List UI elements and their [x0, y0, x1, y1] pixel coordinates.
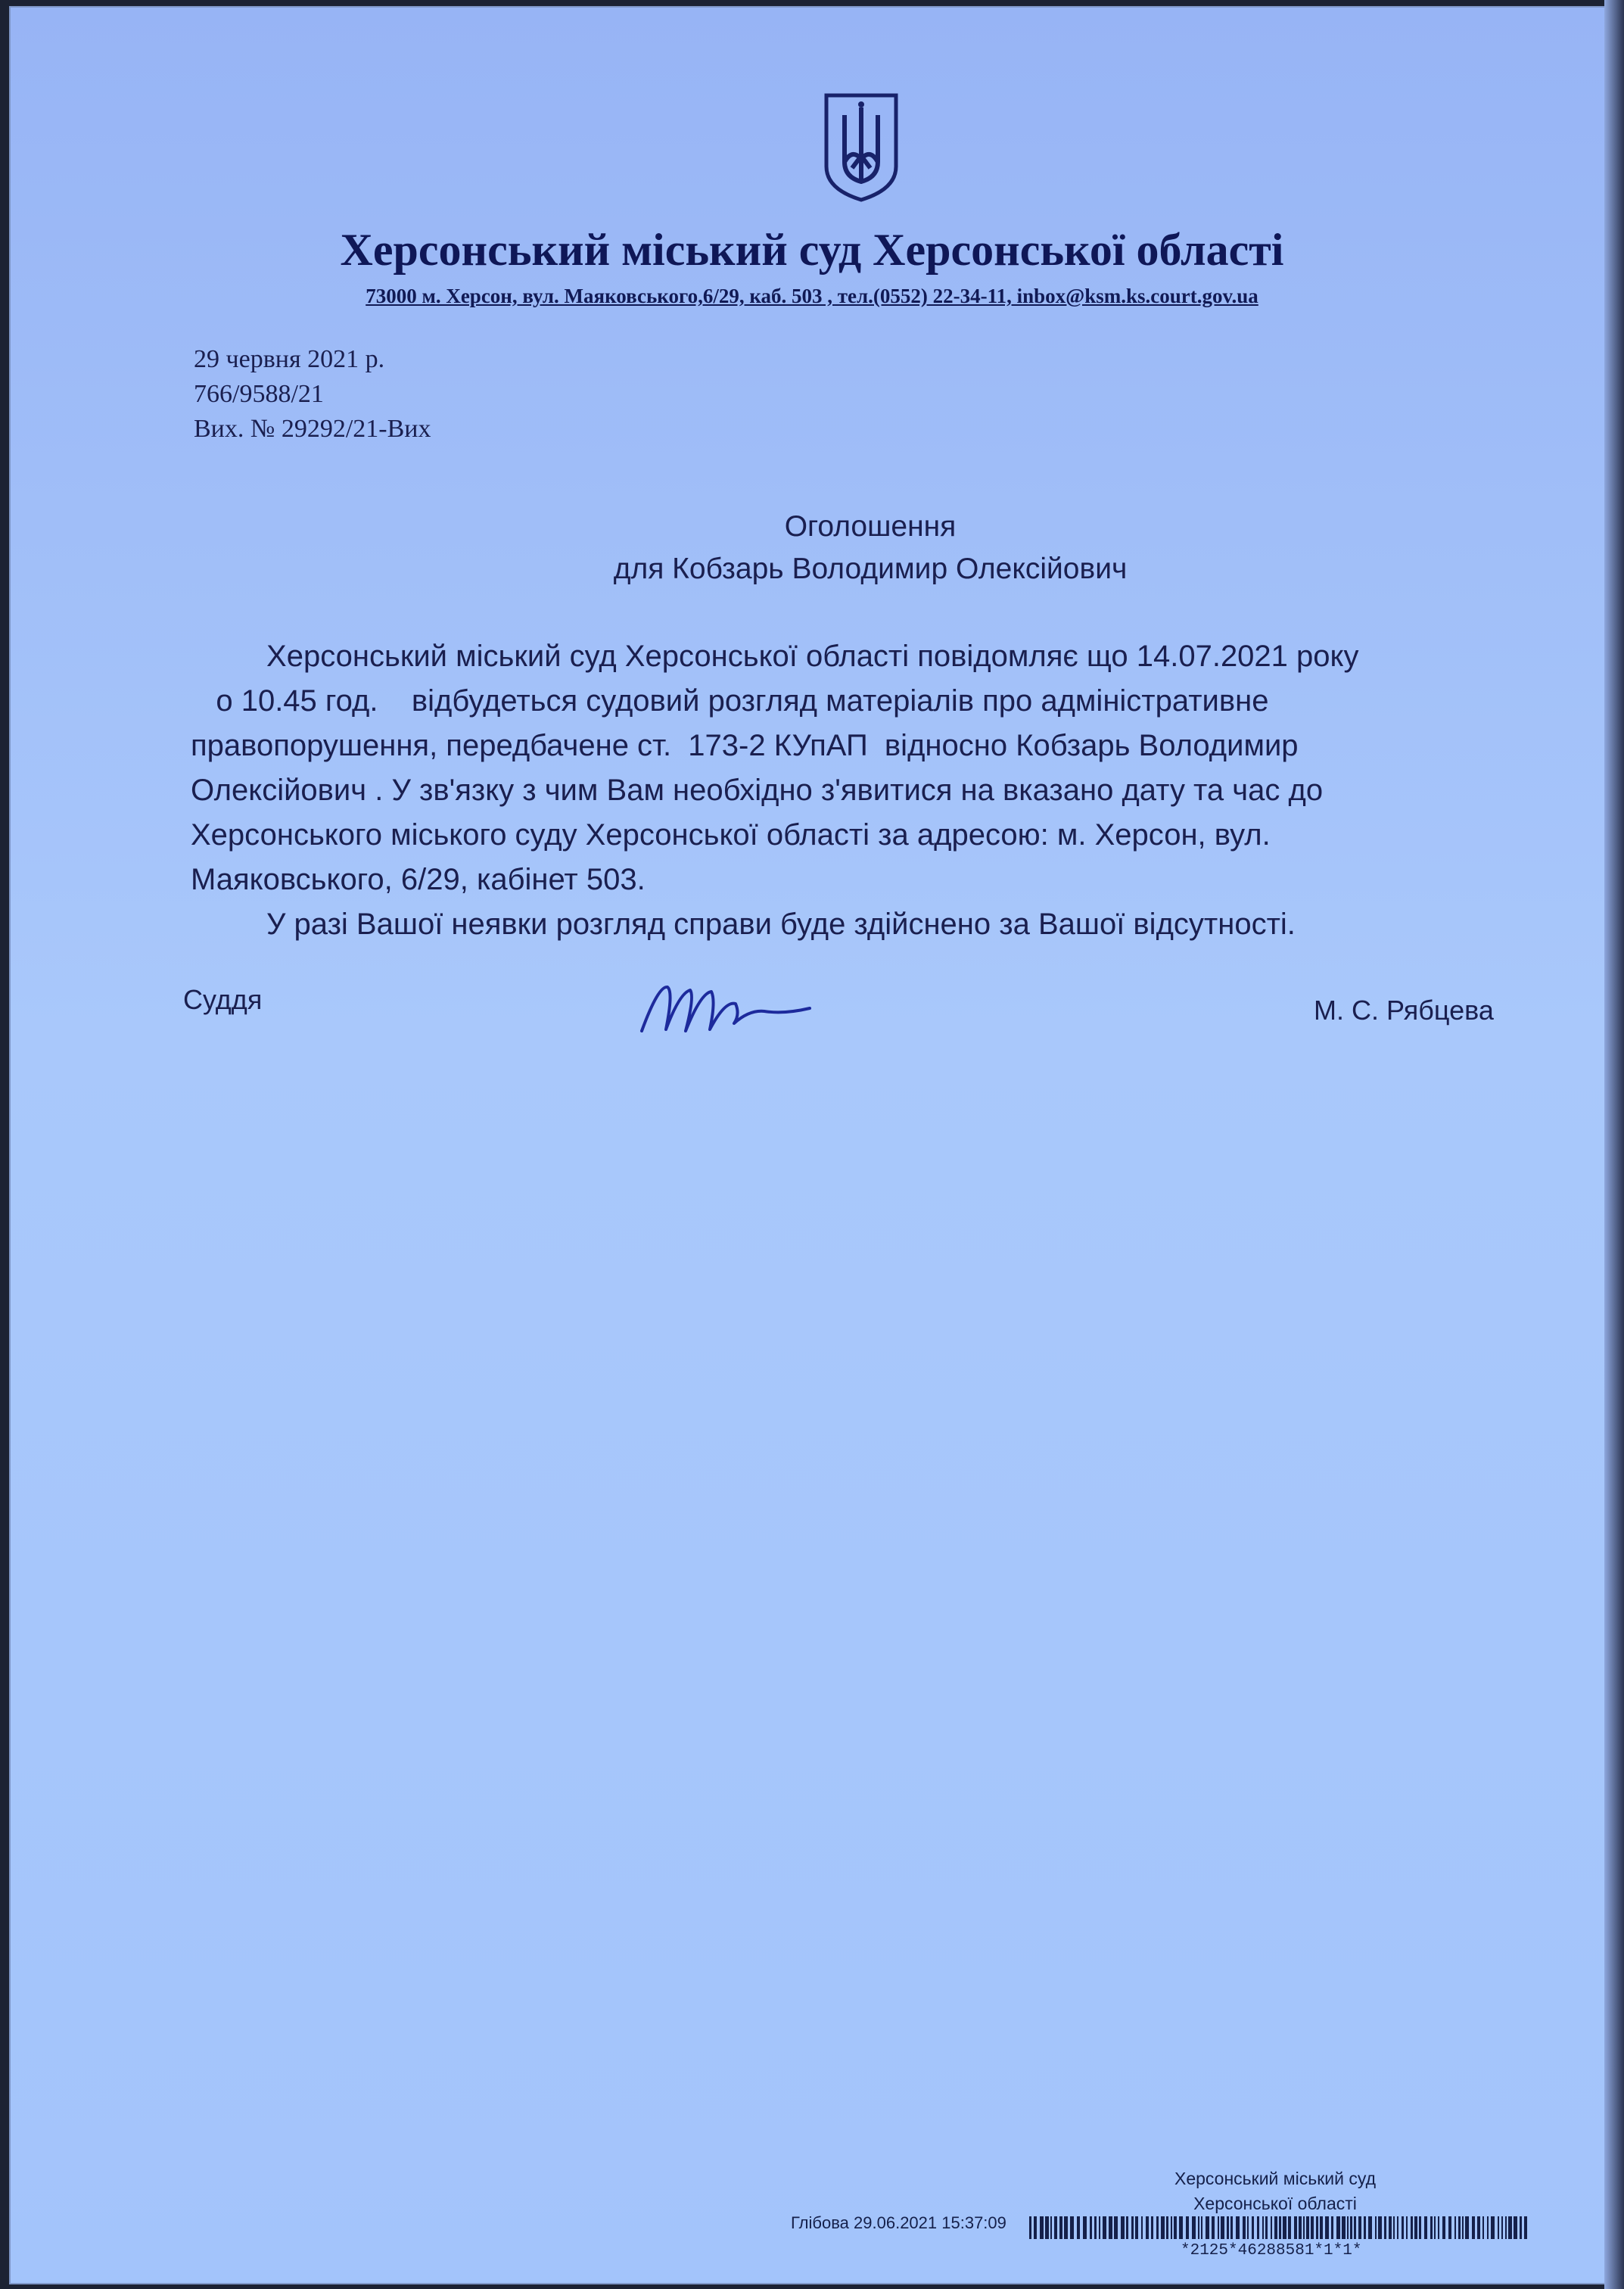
barcode-bar	[1045, 2216, 1049, 2239]
page-edge-shadow	[1604, 0, 1624, 2289]
barcode-bar	[1247, 2216, 1249, 2239]
barcode-bar	[1094, 2216, 1097, 2239]
case-number: 766/9588/21	[194, 380, 324, 408]
barcode-bar	[1192, 2216, 1196, 2239]
barcode-bar	[1206, 2216, 1209, 2239]
barcode-bar	[1358, 2216, 1361, 2239]
barcode-bar	[1465, 2216, 1469, 2239]
signer-role: Суддя	[183, 984, 263, 1015]
barcode-bar	[1442, 2216, 1445, 2239]
barcode-bar	[1077, 2216, 1080, 2239]
body-line: Олексійович . У зв'язку з чим Вам необхідно з'явитися на вказано дату та час до	[191, 774, 1324, 807]
barcode-bar	[1283, 2216, 1286, 2239]
barcode-bar	[1141, 2216, 1143, 2239]
barcode-bar	[1131, 2216, 1134, 2239]
barcode-bar	[1114, 2216, 1118, 2239]
barcode-bar	[1462, 2216, 1464, 2239]
barcode-bar	[1316, 2216, 1318, 2239]
barcode-bar	[1161, 2216, 1165, 2239]
trident-emblem-icon	[822, 92, 901, 203]
barcode-bar	[1520, 2216, 1522, 2239]
barcode-bar	[1438, 2216, 1439, 2239]
barcode-bar	[1424, 2216, 1427, 2239]
barcode-bar	[1029, 2216, 1031, 2239]
barcode-bar	[1090, 2216, 1092, 2239]
barcode-bar	[1364, 2216, 1366, 2239]
barcode-bar	[1109, 2216, 1112, 2239]
barcode-bar	[1311, 2216, 1314, 2239]
barcode-bar	[1336, 2216, 1340, 2239]
barcode-bar	[1477, 2216, 1480, 2239]
barcode-bar	[1498, 2216, 1499, 2239]
barcode-bar	[1414, 2216, 1417, 2239]
barcode-bar	[1524, 2216, 1527, 2239]
notice-title: Оголошення	[784, 510, 957, 543]
body-line: Херсонського міського суду Херсонської області за адресою: м. Херсон, вул.	[191, 818, 1271, 852]
barcode-bar	[1227, 2216, 1229, 2239]
barcode-bar	[1274, 2216, 1277, 2239]
barcode-bar	[1156, 2216, 1159, 2239]
barcode-bar	[1430, 2216, 1433, 2239]
barcode-bar	[1389, 2216, 1392, 2239]
court-address-line: 73000 м. Херсон, вул. Маяковського,6/29, каб. 503 , тел.(0552) 22-34-11, inbox@ksm.ks.court.gov.ua	[366, 285, 1258, 307]
barcode-bar	[1179, 2216, 1183, 2239]
barcode-bar	[1059, 2216, 1062, 2239]
barcode-bar	[1099, 2216, 1100, 2239]
barcode-bar	[1262, 2216, 1264, 2239]
barcode-bar	[1070, 2216, 1074, 2239]
barcode-bar	[1230, 2216, 1233, 2239]
barcode-bar	[1419, 2216, 1421, 2239]
barcode-bar	[1151, 2216, 1153, 2239]
barcode-bar	[1397, 2216, 1398, 2239]
barcode-bar	[1482, 2216, 1484, 2239]
notice-heading	[0, 506, 1624, 590]
barcode-bar	[1514, 2216, 1517, 2239]
barcode-bar	[1434, 2216, 1436, 2239]
barcode-bar	[1212, 2216, 1215, 2239]
barcode-bar	[1265, 2216, 1268, 2239]
outgoing-number: Вих. № 29292/21-Вих	[194, 415, 431, 443]
barcode-bar	[1406, 2216, 1408, 2239]
notice-recipient: для Кобзарь Володимир Олексійович	[613, 553, 1128, 585]
barcode-bar	[1271, 2216, 1272, 2239]
body-line: Маяковського, 6/29, кабінет 503.	[191, 863, 646, 896]
barcode-bar	[1236, 2216, 1240, 2239]
barcode-bar	[1347, 2216, 1349, 2239]
barcode-bar	[1375, 2216, 1377, 2239]
barcode-bar	[1299, 2216, 1302, 2239]
document-meta	[194, 342, 431, 447]
barcode-bar	[1368, 2216, 1372, 2239]
signer-name: М. С. Рябцева	[1314, 995, 1494, 1026]
barcode-bar	[1454, 2216, 1456, 2239]
barcode-bar	[1354, 2216, 1356, 2239]
barcode-bar	[1201, 2216, 1202, 2239]
barcode-bar	[1458, 2216, 1461, 2239]
barcode-bar	[1198, 2216, 1199, 2239]
body-line: правопорушення, передбачене ст. 173-2 КУпАП відносно Кобзарь Володимир	[191, 729, 1299, 762]
barcode-bar	[1257, 2216, 1259, 2239]
barcode-bar	[1040, 2216, 1044, 2239]
barcode-bar	[1487, 2216, 1489, 2239]
barcode-bar	[1294, 2216, 1297, 2239]
barcode-bar	[1174, 2216, 1177, 2239]
barcode-number: *2125*46288581*1*1*	[1181, 2242, 1362, 2259]
barcode-bar	[1186, 2216, 1189, 2239]
body-line: о 10.45 год. відбудеться судовий розгляд матеріалів про адміністративне	[191, 684, 1269, 718]
barcode-bar	[1331, 2216, 1333, 2239]
barcode-bar	[1384, 2216, 1386, 2239]
barcode-bar	[1501, 2216, 1503, 2239]
stamp-court-line: Херсонської області	[1193, 2194, 1357, 2213]
barcode-bar	[1472, 2216, 1475, 2239]
handwritten-signature	[636, 970, 817, 1046]
barcode-bar	[1103, 2216, 1106, 2239]
document-date: 29 червня 2021 р.	[194, 345, 385, 373]
barcode-bar	[1054, 2216, 1057, 2239]
barcode-bar	[1491, 2216, 1495, 2239]
barcode-bar	[1325, 2216, 1329, 2239]
barcode-bar	[1288, 2216, 1291, 2239]
barcode-bar	[1218, 2216, 1219, 2239]
barcode-bar	[1393, 2216, 1395, 2239]
court-name-heading: Херсонський міський суд Херсонської області	[340, 225, 1284, 275]
barcode-bar	[1350, 2216, 1352, 2239]
barcode-bar	[1320, 2216, 1323, 2239]
stamp-court-line: Херсонський міський суд	[1174, 2169, 1377, 2188]
barcode-bar	[1034, 2216, 1037, 2239]
barcode-bar	[1402, 2216, 1404, 2239]
barcode-bar	[1171, 2216, 1172, 2239]
body-line: Херсонський міський суд Херсонської області повідомляє що 14.07.2021 року	[191, 640, 1359, 673]
barcode-bar	[1243, 2216, 1246, 2239]
barcode-bar	[1279, 2216, 1281, 2239]
barcode-bar	[1378, 2216, 1382, 2239]
barcode-bar	[1135, 2216, 1138, 2239]
barcode-bar	[1342, 2216, 1346, 2239]
notice-body	[191, 634, 1538, 947]
barcode-bar	[1083, 2216, 1087, 2239]
barcode-bar	[1411, 2216, 1413, 2239]
barcode-bar	[1050, 2216, 1052, 2239]
clerk-timestamp: Глібова 29.06.2021 15:37:09	[791, 2213, 1006, 2232]
barcode-bar	[1303, 2216, 1305, 2239]
barcode	[1029, 2216, 1529, 2239]
barcode-bar	[1252, 2216, 1254, 2239]
barcode-bar	[1306, 2216, 1309, 2239]
barcode-bar	[1126, 2216, 1128, 2239]
barcode-bar	[1121, 2216, 1125, 2239]
barcode-bar	[1146, 2216, 1149, 2239]
court-stamp	[1097, 2166, 1453, 2216]
barcode-bar	[1221, 2216, 1224, 2239]
barcode-bar	[1166, 2216, 1168, 2239]
barcode-bar	[1508, 2216, 1512, 2239]
barcode-bar	[1064, 2216, 1068, 2239]
barcode-bar	[1448, 2216, 1451, 2239]
body-line: У разі Вашої неявки розгляд справи буде здійснено за Вашої відсутності.	[191, 908, 1296, 941]
barcode-bar	[1505, 2216, 1507, 2239]
